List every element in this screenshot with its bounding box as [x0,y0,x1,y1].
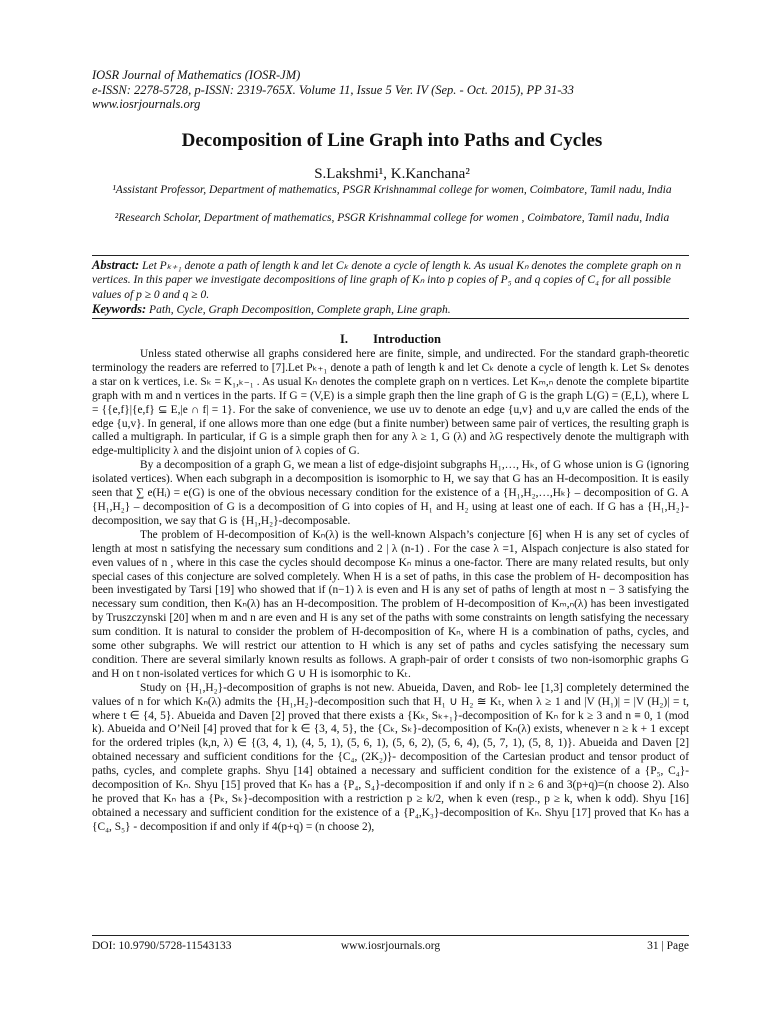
abstract-top-rule [92,255,689,256]
keywords-text: Path, Cycle, Graph Decomposition, Complete graph, Line graph. [149,304,451,317]
section-number: I. [340,332,349,346]
affiliation-1: ¹Assistant Professor, Department of mathematics, PSGR Krishnammal college for women, Coimbatore, Tamil nadu, India [112,184,672,196]
abstract-bottom-rule [92,318,689,319]
keywords-label: Keywords: [92,302,147,317]
abstract-label: Abstract: [92,258,140,272]
paragraph: The problem of H-decomposition of Kₙ(λ) is the well-known Alspach’s conjecture [6] when H is any set of cycles of length at most n satisfying the necessary sum conditions and 2 | λ (n-1) . For the case λ =1, Alspach conjecture is also stated for even values of n , where in this case the cycles should decompose Kₙ minus a one-factor. There are many related results, but only special cases of this conjecture are solved completely. When H is a set of paths, in this case the problem of H- decomposition has been investigated by Tarsi [19] who showed that if (n−1) λ is even and H is any set of paths of length at most n − 3 satisfying the necessary sum condition, then Kₙ(λ) has an H-decomposition. The problem of H-decomposition of Kₘ,ₙ(λ) has been investigated by Truszczynski [20] when m and n are even and H is any set of the paths with some constraints on length satisfying the necessary sum condition. It is natural to consider the problem of H-decomposition of Kₙ, where H is a combination of paths, cycles, and some other subgraphs. We will restrict our attention to H which is any set of paths and cycles satisfying the necessary sum condition. There are several similarly known results as follows. A graph-pair of order t consists of two non-isomorphic graphs G and H on t non-isolated vertices for which G ∪ H is isomorphic to Kₜ. [92,528,689,680]
section-heading [92,332,689,347]
affiliation-2: ²Research Scholar, Department of mathematics, PSGR Krishnammal college for women , Coimbatore, Tamil nadu, India [114,212,670,224]
abstract-block [92,258,689,318]
footer-rule [92,935,689,936]
paragraph: By a decomposition of a graph G, we mean a list of edge-disjoint subgraphs H₁,…, Hₖ, of G whose union is G (ignoring isolated vertices). When each subgraph in a decomposition is isomorphic to H, we say that G has an H-decomposition. It is easily seen that ∑ e(Hᵢ) = e(G) is one of the obvious necessary condition for the existence of a {H₁,H₂,…,Hₖ} – decomposition of G. A {H₁,H₂} – decomposition of G is a decomposition of G into copies of H₁ and H₂ using at least one of each. If G has a {H₁,H₂}-decomposition, we say that G is {H₁,H₂}-decomposable. [92,459,689,527]
abstract-text: Let Pₖ₊₁ denote a path of length k and let Cₖ denote a cycle of length k. As usual Kₙ denotes the complete graph on n vertices. In this paper we investigate decompositions of line graph of Kₙ into p copies of P₅ and q copies of C₄ for all possible values of p ≥ 0 and q ≥ 0. [92,260,682,301]
journal-website: www.iosrjournals.org [92,97,201,111]
authors: S.Lakshmi¹, K.Kanchana² [314,166,470,182]
footer-doi: DOI: 10.9790/5728-11543133 [92,940,232,952]
abstract [92,258,689,302]
keywords [92,302,689,317]
footer-page-number: 31 | Page [647,940,689,952]
body-text [92,348,689,835]
paragraph: Study on {H₁,H₂}-decomposition of graphs is not new. Abueida, Daven, and Rob- lee [1,3] completely determined the values of n for which Kₙ(λ) admits the {H₁,H₂}-decomposition such that H₁ ∪ H₂ ≅ Kₜ, when λ ≥ 1 and |V (H₁)| = |V (H₂)| = t, where t ∈ {4, 5}. Abueida and Daven [2] proved that there exists a {Kₖ, Sₖ₊₁}-decomposition of Kₙ for k ≥ 3 and n ≡ 0, 1 (mod k). Abueida and O’Neil [4] proved that for k ∈ {3, 4, 5}, the {Cₖ, Sₖ}-decomposition of Kₙ(λ) exists, whenever n ≥ k + 1 except for the ordered triples (k,n, λ) ∈ {(3, 4, 1), (4, 5, 1), (5, 6, 1), (5, 6, 2), (5, 6, 4), (5, 7, 1), (5, 8, 1)}. Abueida and Daven [2] obtained necessary and sufficient conditions for the {C₄, (2K₂)}- decomposition of the Cartesian product and tensor product of paths, cycles, and complete graphs. Shyu [14] obtained a necessary and sufficient condition for the existence of a {P₅, C₄}-decomposition of Kₙ. Shyu [15] proved that Kₙ has a {P₄, S₄}-decomposition if and only if n ≥ 6 and 3(p+q)=(n choose 2). Also he proved that Kₙ has a {Pₖ, Sₖ}-decomposition with a restriction p ≥ k/2, when k even (resp., p ≥ k, when k odd). Shyu [16] obtained a necessary and sufficient condition for the existence of a {P₄,K₃}-decomposition of Kₙ. Shyu [17] proved that Kₙ has a {C₄, S₅} - decomposition if and only if 4(p+q) = (n choose 2), [92,681,689,833]
paper-title: Decomposition of Line Graph into Paths and Cycles [181,130,603,151]
section-title: Introduction [373,332,441,346]
journal-name: IOSR Journal of Mathematics (IOSR-JM) [92,68,301,82]
journal-issn: e-ISSN: 2278-5728, p-ISSN: 2319-765X. Volume 11, Issue 5 Ver. IV (Sep. - Oct. 2015), PP 31-33 [92,82,574,97]
footer-website: www.iosrjournals.org [340,940,441,952]
paragraph: Unless stated otherwise all graphs considered here are finite, simple, and undirected. For the standard graph-theoretic terminology the readers are referred to [7].Let Pₖ₊₁ denote a path of length k and let Cₖ denote a cycle of length k. Let Sₖ denotes a star on k vertices, i.e. Sₖ = K₁,ₖ₋₁ . As usual Kₙ denotes the complete graph on n vertices. Let Kₘ,ₙ denote the complete bipartite graph with m and n vertices in the parts. If G = (V,E) is a simple graph then the line graph of G is the graph L(G) = (E,L), where L = {{e,f}|{e,f} ⊆ E,|e ∩ f| = 1}. For the sake of convenience, we use uv to denote an edge {u,v} and u,v are called the ends of the edge {u,v}. In general, if one allows more than one edge (but a finite number) between same pair of vertices, the resulting graph is called a multigraph. In particular, if G is a simple graph then for any λ ≥ 1, G (λ) and λG respectively denote the multigraph with edge-multiplicity λ and the disjoint union of λ copies of G. [92,348,689,458]
journal-header [92,68,692,112]
